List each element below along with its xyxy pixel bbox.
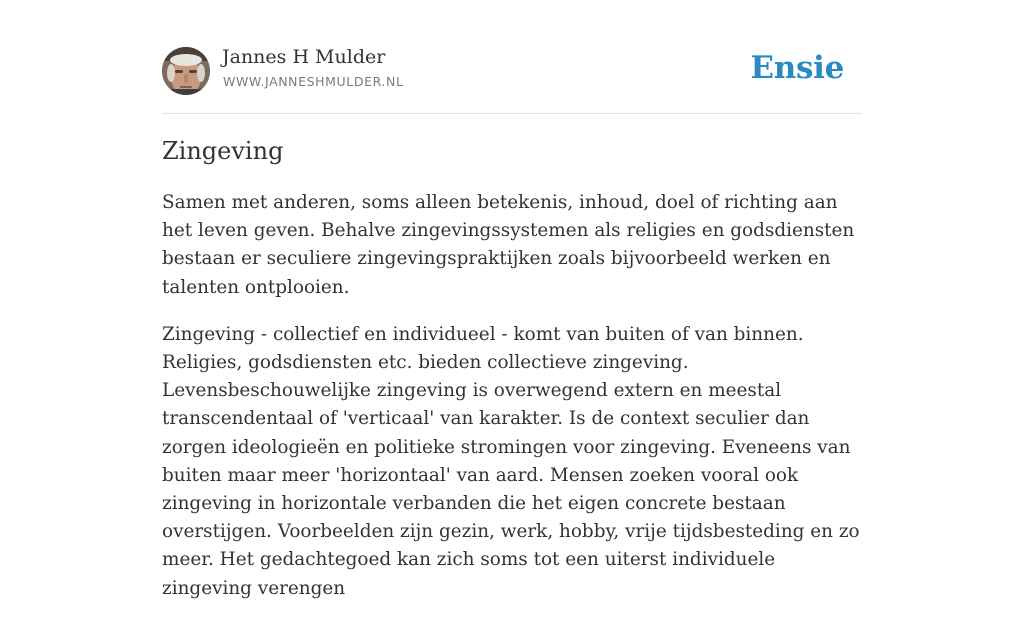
- article-title: Zingeving: [162, 137, 284, 165]
- author-website-link[interactable]: WWW.JANNESHMULDER.NL: [223, 74, 404, 89]
- portrait-image: [162, 47, 210, 95]
- article-paragraph: Samen met anderen, soms alleen betekenis, inhoud, doel of richting aan het leven geven. Behalve zingevingssystemen als religies en godsdiensten bestaan er seculiere zingevingspraktijken zoals bijvoorbeeld werken en talenten ontplooien.: [162, 192, 855, 298]
- article-paragraph: Zingeving - collectief en individueel - komt van buiten of van binnen. Religies, godsdiensten etc. bieden collectieve zingeving. Levensbeschouwelijke zingeving is overwegend extern en meestal transcendentaal of 'verticaal' van karakter. Is de context seculier dan zorgen ideologieën en politieke stromingen voor zingeving. Eveneens van buiten maar meer 'horizontaal' van aard. Mensen zoeken vooral ook zingeving in horizontale verbanden die het eigen concrete bestaan overstijgen. Voorbeelden zijn gezin, werk, hobby, vrije tijdsbesteding en zo meer. Het gedachtegoed kan zich soms tot een uiterst individuele zingeving verengen: [162, 323, 860, 599]
- author-name[interactable]: Jannes H Mulder: [222, 46, 386, 68]
- author-header: [162, 0, 862, 114]
- author-avatar[interactable]: [162, 47, 210, 95]
- ensie-logo[interactable]: Ensie: [750, 50, 844, 86]
- page-container: [162, 0, 862, 599]
- article-body: [162, 189, 864, 622]
